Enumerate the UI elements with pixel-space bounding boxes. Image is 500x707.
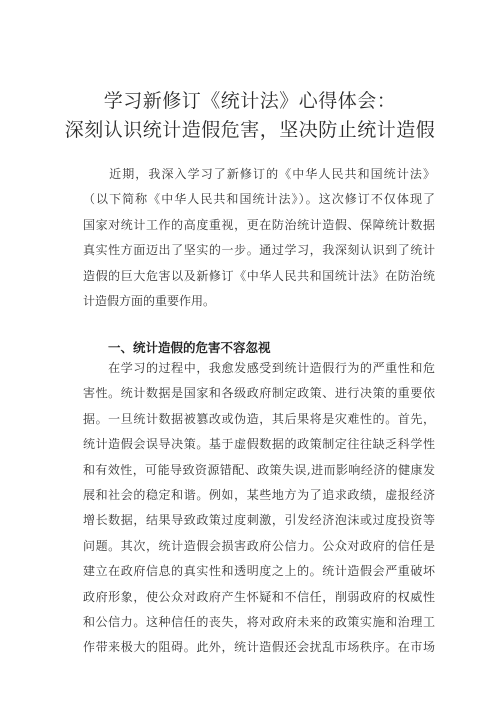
paragraph-line: 建立在政府信息的真实性和透明度之上的。统计造假会严重破坏: [83, 564, 435, 579]
document-title-line-1: 学习新修订《统计法》心得体会：: [103, 90, 397, 112]
paragraph-line: 展和社会的稳定和谐。例如，某些地方为了追求政绩，虚报经济: [83, 487, 435, 502]
paragraph-line: 害性。统计数据是国家和各级政府制定政策、进行决策的重要依: [83, 386, 435, 401]
paragraph-line: 统计造假会误导决策。基于虚假数据的政策制定往往缺乏科学性: [83, 437, 435, 452]
paragraph-line: 问题。其次，统计造假会损害政府公信力。公众对政府的信任是: [83, 538, 435, 553]
paragraph-line: 政府形象，使公众对政府产生怀疑和不信任，削弱政府的权威性: [83, 589, 435, 604]
section1-paragraph: [83, 356, 435, 661]
paragraph-line: 造假的巨大危害以及新修订《中华人民共和国统计法》在防治统: [83, 268, 435, 283]
paragraph-line: 计造假方面的重要作用。: [83, 293, 216, 308]
paragraph-line: （以下简称《中华人民共和国统计法》）。这次修订不仅体现了: [83, 192, 435, 207]
paragraph-line: 真实性方面迈出了坚实的一步。通过学习，我深刻认识到了统计: [83, 243, 435, 258]
paragraph-line: 和公信力。这种信任的丧失，将对政府未来的政策实施和治理工: [83, 614, 435, 629]
section-heading: 一、统计造假的危害不容忽视: [108, 340, 271, 355]
paragraph-line: 国家对统计工作的高度重视，更在防治统计造假、保障统计数据: [83, 217, 435, 232]
paragraph-line: 在学习的过程中，我愈发感受到统计造假行为的严重性和危: [83, 361, 435, 375]
paragraph-line: 近期，我深入学习了新修订的《中华人民共和国统计法》: [83, 167, 435, 181]
paragraph-line: 据。一旦统计数据被篡改或伪造，其后果将是灾难性的。首先，: [83, 411, 435, 426]
paragraph-line: 和有效性，可能导致资源错配、政策失误,进而影响经济的健康发: [83, 462, 435, 477]
paragraph-line: 增长数据，结果导致政策过度刺激，引发经济泡沫或过度投资等: [83, 513, 435, 528]
document-title-line-2: 深刻认识统计造假危害，坚决防止统计造假: [64, 119, 436, 141]
paragraph-line: 作带来极大的阻碍。此外，统计造假还会扰乱市场秩序。在市场: [83, 640, 435, 655]
intro-paragraph: [83, 162, 435, 314]
